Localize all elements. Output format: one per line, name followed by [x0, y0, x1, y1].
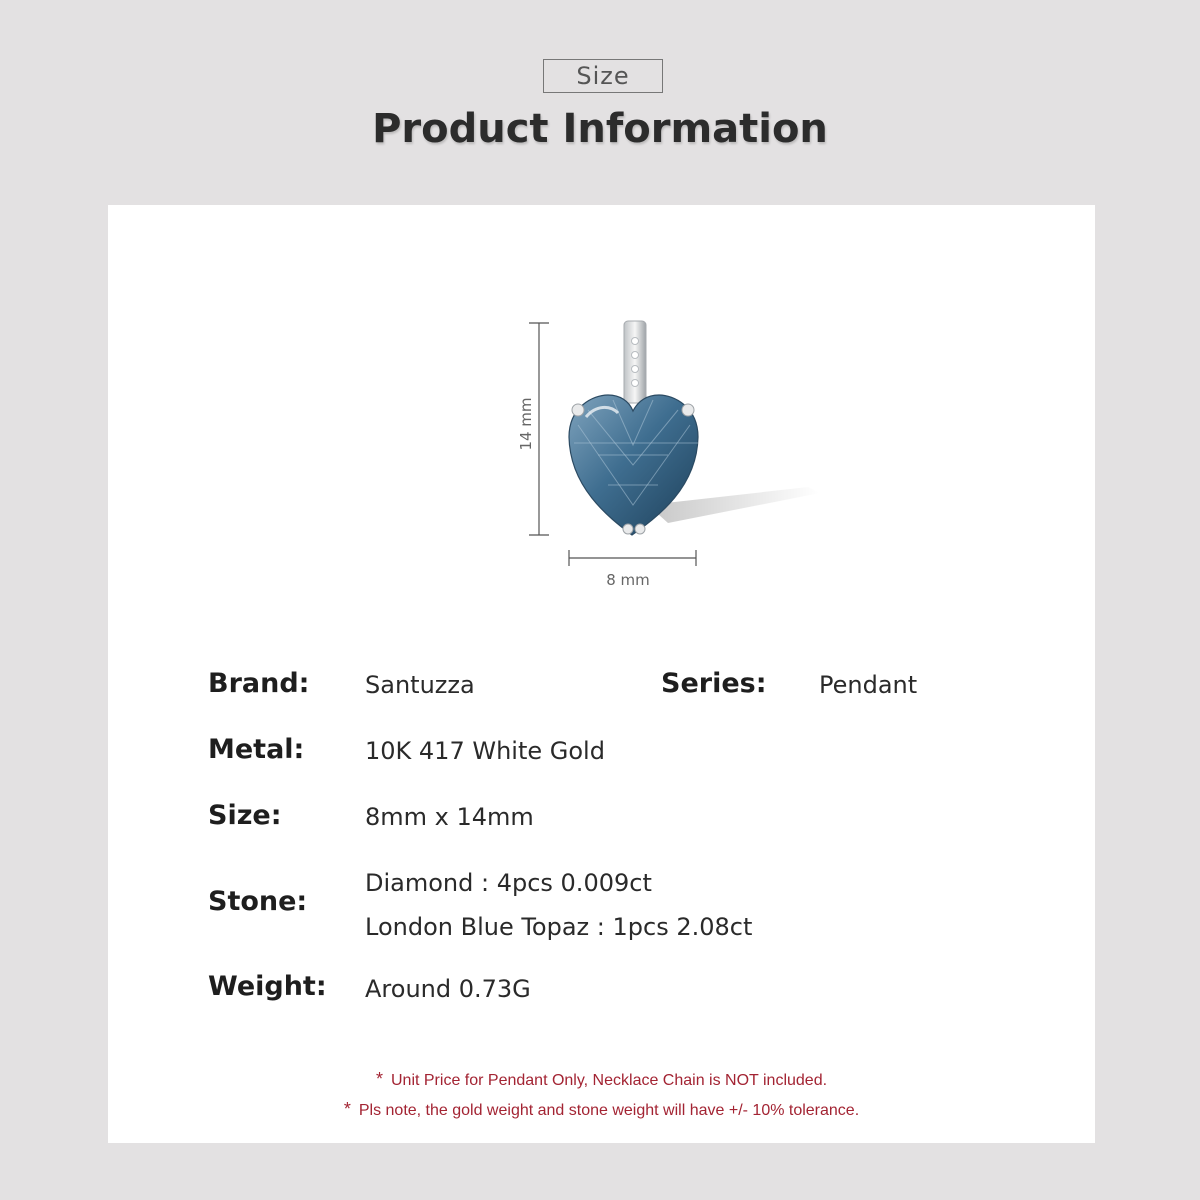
series-value: Pendant — [819, 671, 918, 699]
weight-value: Around 0.73G — [365, 975, 531, 1003]
pendant-illustration — [108, 205, 1095, 625]
note-weight-tolerance — [108, 1099, 1095, 1120]
brand-value: Santuzza — [365, 671, 475, 699]
pendant-figure — [108, 205, 1095, 625]
series-label: Series: — [661, 668, 767, 699]
weight-label: Weight: — [208, 971, 327, 1002]
note-marker: * — [343, 1099, 351, 1119]
note-text: Pls note, the gold weight and stone weight will have +/- 10% tolerance. — [358, 1102, 860, 1119]
size-value: 8mm x 14mm — [365, 803, 534, 831]
stone-value-topaz: London Blue Topaz : 1pcs 2.08ct — [365, 913, 753, 941]
note-chain-not-included — [108, 1069, 1095, 1090]
stone-label: Stone: — [208, 886, 308, 917]
brand-label: Brand: — [208, 668, 310, 699]
size-label: Size: — [208, 800, 282, 831]
note-text: Unit Price for Pendant Only, Necklace Chain is NOT included. — [390, 1072, 828, 1089]
size-tab[interactable]: Size — [543, 59, 663, 93]
metal-label: Metal: — [208, 734, 305, 765]
stone-value-diamond: Diamond : 4pcs 0.009ct — [365, 869, 652, 897]
width-dimension-label: 8 mm — [606, 571, 650, 589]
pendant-bail — [624, 321, 646, 403]
product-info-card — [108, 205, 1095, 1143]
width-dimension-line — [569, 550, 696, 566]
height-dimension-label: 14 mm — [517, 397, 535, 451]
note-marker: * — [375, 1069, 383, 1089]
page-title: Product Information — [372, 106, 828, 152]
metal-value: 10K 417 White Gold — [365, 737, 605, 765]
